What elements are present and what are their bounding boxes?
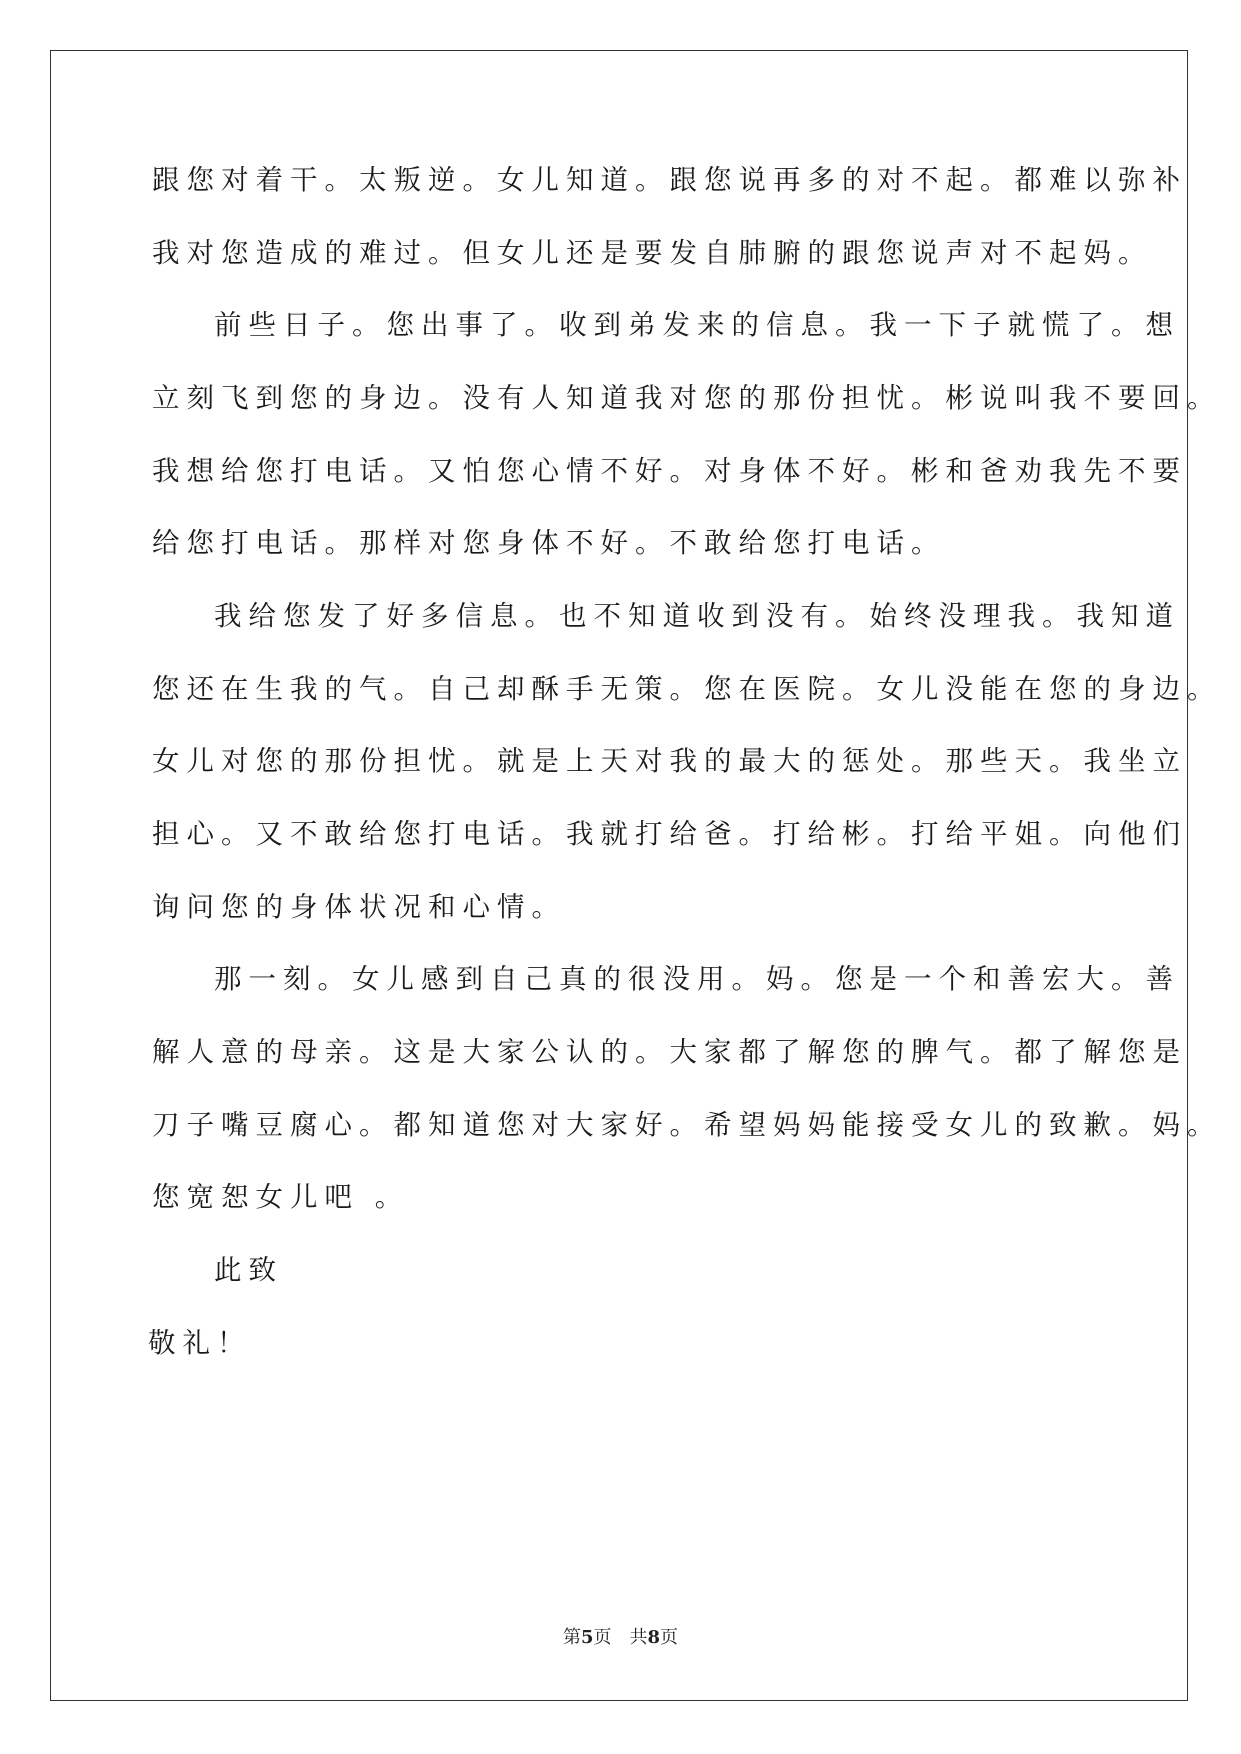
text-line: 解人意的母亲。这是大家公认的。大家都了解您的脾气。都了解您是 (152, 1036, 1187, 1068)
total-page-number: 8 (647, 1627, 661, 1648)
paragraph-start-line: 前些日子。您出事了。收到弟发来的信息。我一下子就慌了。想 (214, 309, 1180, 341)
text-line: 女儿对您的那份担忧。就是上天对我的最大的惩处。那些天。我坐立 (152, 745, 1187, 777)
text-line: 我对您造成的难过。但女儿还是要发自肺腑的跟您说声对不起妈。 (152, 237, 1153, 269)
paragraph-start-line: 那一刻。女儿感到自己真的很没用。妈。您是一个和善宏大。善 (214, 963, 1180, 995)
closing-regards: 敬礼！ (148, 1327, 252, 1359)
page-number-footer (0, 1623, 1241, 1649)
paragraph-start-line: 我给您发了好多信息。也不知道收到没有。始终没理我。我知道 (214, 600, 1180, 632)
footer-prefix: 第 (562, 1627, 581, 1648)
footer-page-suffix: 页 (593, 1627, 612, 1648)
text-line: 给您打电话。那样对您身体不好。不敢给您打电话。 (152, 527, 946, 559)
footer-total-prefix: 共 (629, 1627, 648, 1648)
page-frame (50, 50, 1188, 1701)
text-line: 您还在生我的气。自己却酥手无策。您在医院。女儿没能在您的身边。 (152, 673, 1222, 705)
text-line: 刀子嘴豆腐心。都知道您对大家好。希望妈妈能接受女儿的致歉。妈。 (152, 1109, 1222, 1141)
text-line: 立刻飞到您的身边。没有人知道我对您的那份担忧。彬说叫我不要回。 (152, 382, 1222, 414)
text-line: 担心。又不敢给您打电话。我就打给爸。打给彬。打给平姐。向他们 (152, 818, 1187, 850)
text-line: 我想给您打电话。又怕您心情不好。对身体不好。彬和爸劝我先不要 (152, 455, 1187, 487)
closing-salutation: 此致 (214, 1254, 283, 1286)
text-line: 您宽恕女儿吧 。 (152, 1181, 410, 1213)
text-line: 询问您的身体状况和心情。 (152, 891, 566, 923)
current-page-number: 5 (580, 1627, 594, 1648)
footer-total-suffix: 页 (660, 1627, 679, 1648)
text-line: 跟您对着干。太叛逆。女儿知道。跟您说再多的对不起。都难以弥补 (152, 164, 1187, 196)
